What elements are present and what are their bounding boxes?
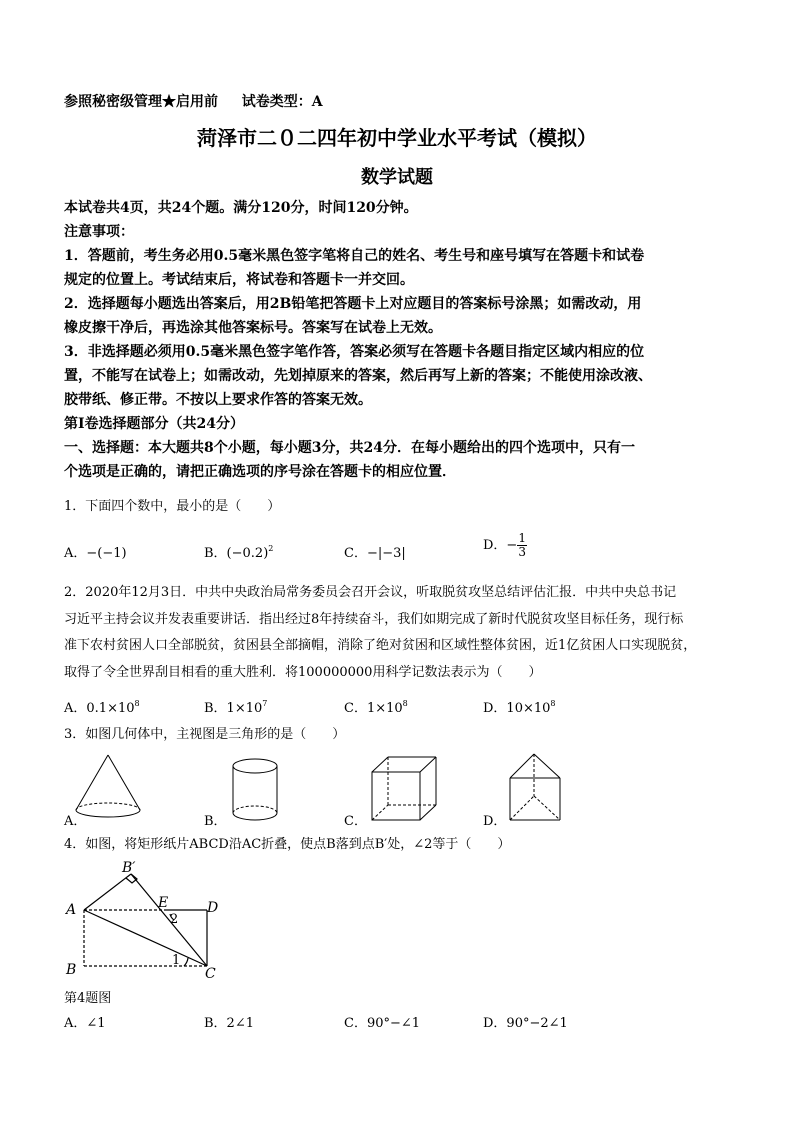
paper-type-label: 试卷类型：A [241, 94, 323, 110]
note-3-line-2: 置，不能写在试卷上；如需改动，先划掉原来的答案，然后再写上新的答案；不能使用涂改液、 [64, 368, 652, 384]
q2-option-d [483, 697, 556, 716]
q2-option-c [344, 697, 408, 716]
q2-stem-line-4: 取得了令全世界刮目相看的重大胜利．将100000000用科学记数法表示为（ ） [64, 664, 542, 680]
q4-label-a: A [66, 902, 77, 918]
q4-option-d: D．90°−2∠1 [483, 1016, 568, 1031]
q4-label-angle-2: 2 [170, 912, 179, 927]
q4-label-angle-1: 1 [172, 953, 181, 968]
triangular-prism-figure [510, 754, 560, 820]
q1-fraction-denominator: 3 [518, 545, 526, 559]
q1-option-a: A．−(−1) [64, 546, 127, 561]
q4-diagram [60, 854, 240, 984]
secret-level-line [64, 91, 323, 111]
note-3-line-1: 3．非选择题必须用0.5毫米黑色签字笔作答，答案必须写在答题卡各题目指定区域内相应的位 [64, 344, 645, 360]
q2-option-b-exponent: 7 [262, 699, 268, 708]
cone-figure [76, 755, 140, 817]
intro-block [64, 196, 652, 484]
q2-stem [64, 580, 696, 686]
q1-option-b-exponent: 2 [268, 544, 274, 553]
q1-fraction-numerator: 1 [518, 531, 526, 545]
note-1-line-1: 1．答题前，考生务必用0.5毫米黑色签字笔将自己的姓名、考生号和座号填写在答题卡和试卷 [64, 248, 645, 264]
q1-option-c: C．−|−3| [344, 546, 406, 561]
q1-option-b-base: B．(−0.2) [204, 546, 269, 561]
secret-level-label: 参照秘密级管理★启用前 [64, 94, 218, 110]
q4-stem: 4．如图，将矩形纸片ABCD沿AC折叠，使点B落到点B′处，∠2等于（ ） [64, 837, 511, 852]
q3-figures [60, 750, 760, 830]
exam-title: 菏泽市二０二四年初中学业水平考试（模拟） [197, 126, 597, 150]
q1-option-d [483, 532, 527, 559]
note-1-line-2: 规定的位置上。考试结束后，将试卷和答题卡一并交回。 [64, 272, 414, 288]
note-2-line-2: 橡皮擦干净后，再选涂其他答案标号。答案写在试卷上无效。 [64, 320, 442, 336]
note-3-line-3: 胶带纸、修正带。不按以上要求作答的答案无效。 [64, 392, 372, 408]
q3-option-d: D． [483, 814, 507, 829]
q1-stem: 1．下面四个数中，最小的是（ ） [64, 499, 281, 514]
exam-summary: 本试卷共4页，共24个题。满分120分，时间120分钟。 [64, 200, 418, 216]
q4-label-b: B [66, 962, 77, 978]
q3-stem: 3．如图几何体中，主视图是三角形的是（ ） [64, 727, 346, 742]
part-heading: 第Ⅰ卷选择题部分（共24分） [64, 416, 245, 432]
cylinder-figure [233, 759, 277, 820]
q3-option-b: B． [204, 814, 227, 829]
q1-option-d-prefix: D．− [483, 538, 518, 553]
q4-label-e: E [158, 895, 169, 911]
notes-heading: 注意事项： [64, 224, 134, 240]
q1-option-b [204, 542, 273, 561]
q3-option-c: C． [344, 814, 367, 829]
q2-option-d-exponent: 8 [550, 699, 556, 708]
q4-option-a: A．∠1 [64, 1016, 106, 1031]
q4-option-c: C．90°−∠1 [344, 1016, 421, 1031]
q1-option-d-fraction [517, 532, 527, 559]
q2-stem-line-2: 习近平主持会议并发表重要讲话．指出经过8年持续奋斗，我们如期完成了新时代脱贫攻坚目标任务，现行标 [64, 611, 684, 627]
q2-option-a-base: A．0.1×10 [64, 701, 135, 716]
section-instruction-line-1: 一、选择题：本大题共8个小题，每小题3分，共24分．在每小题给出的四个选项中，只有一 [64, 440, 635, 456]
note-2-line-1: 2．选择题每小题选出答案后，用2B铅笔把答题卡上对应题目的答案标号涂黑；如需改动，用 [64, 296, 642, 312]
q2-option-c-base: C．1×10 [344, 701, 403, 716]
q2-option-d-base: D．10×10 [483, 701, 551, 716]
q4-option-b: B．2∠1 [204, 1016, 254, 1031]
q2-option-b [204, 697, 267, 716]
q2-option-b-base: B．1×10 [204, 701, 263, 716]
q4-label-b-prime: B′ [122, 860, 136, 876]
q2-stem-line-1: 2．2020年12月3日．中共中央政治局常务委员会召开会议，听取脱贫攻坚总结评估汇报．中共中央总书记 [64, 585, 677, 600]
section-instruction-line-2: 个选项是正确的，请把正确选项的序号涂在答题卡的相应位置． [64, 464, 456, 480]
q2-option-c-exponent: 8 [402, 699, 408, 708]
q3-option-a: A． [64, 814, 87, 829]
q4-label-c: C [205, 966, 216, 982]
cube-figure [372, 757, 436, 820]
q2-option-a-exponent: 8 [134, 699, 140, 708]
q2-stem-line-3: 准下农村贫困人口全部脱贫，贫困县全部摘帽，消除了绝对贫困和区域性整体贫困，近1亿贫困人口实现脱贫， [64, 638, 697, 653]
q4-figure-caption: 第4题图 [64, 991, 112, 1006]
q4-label-d: D [207, 900, 219, 916]
q2-option-a [64, 697, 140, 716]
subject-title: 数学试题 [361, 167, 433, 188]
